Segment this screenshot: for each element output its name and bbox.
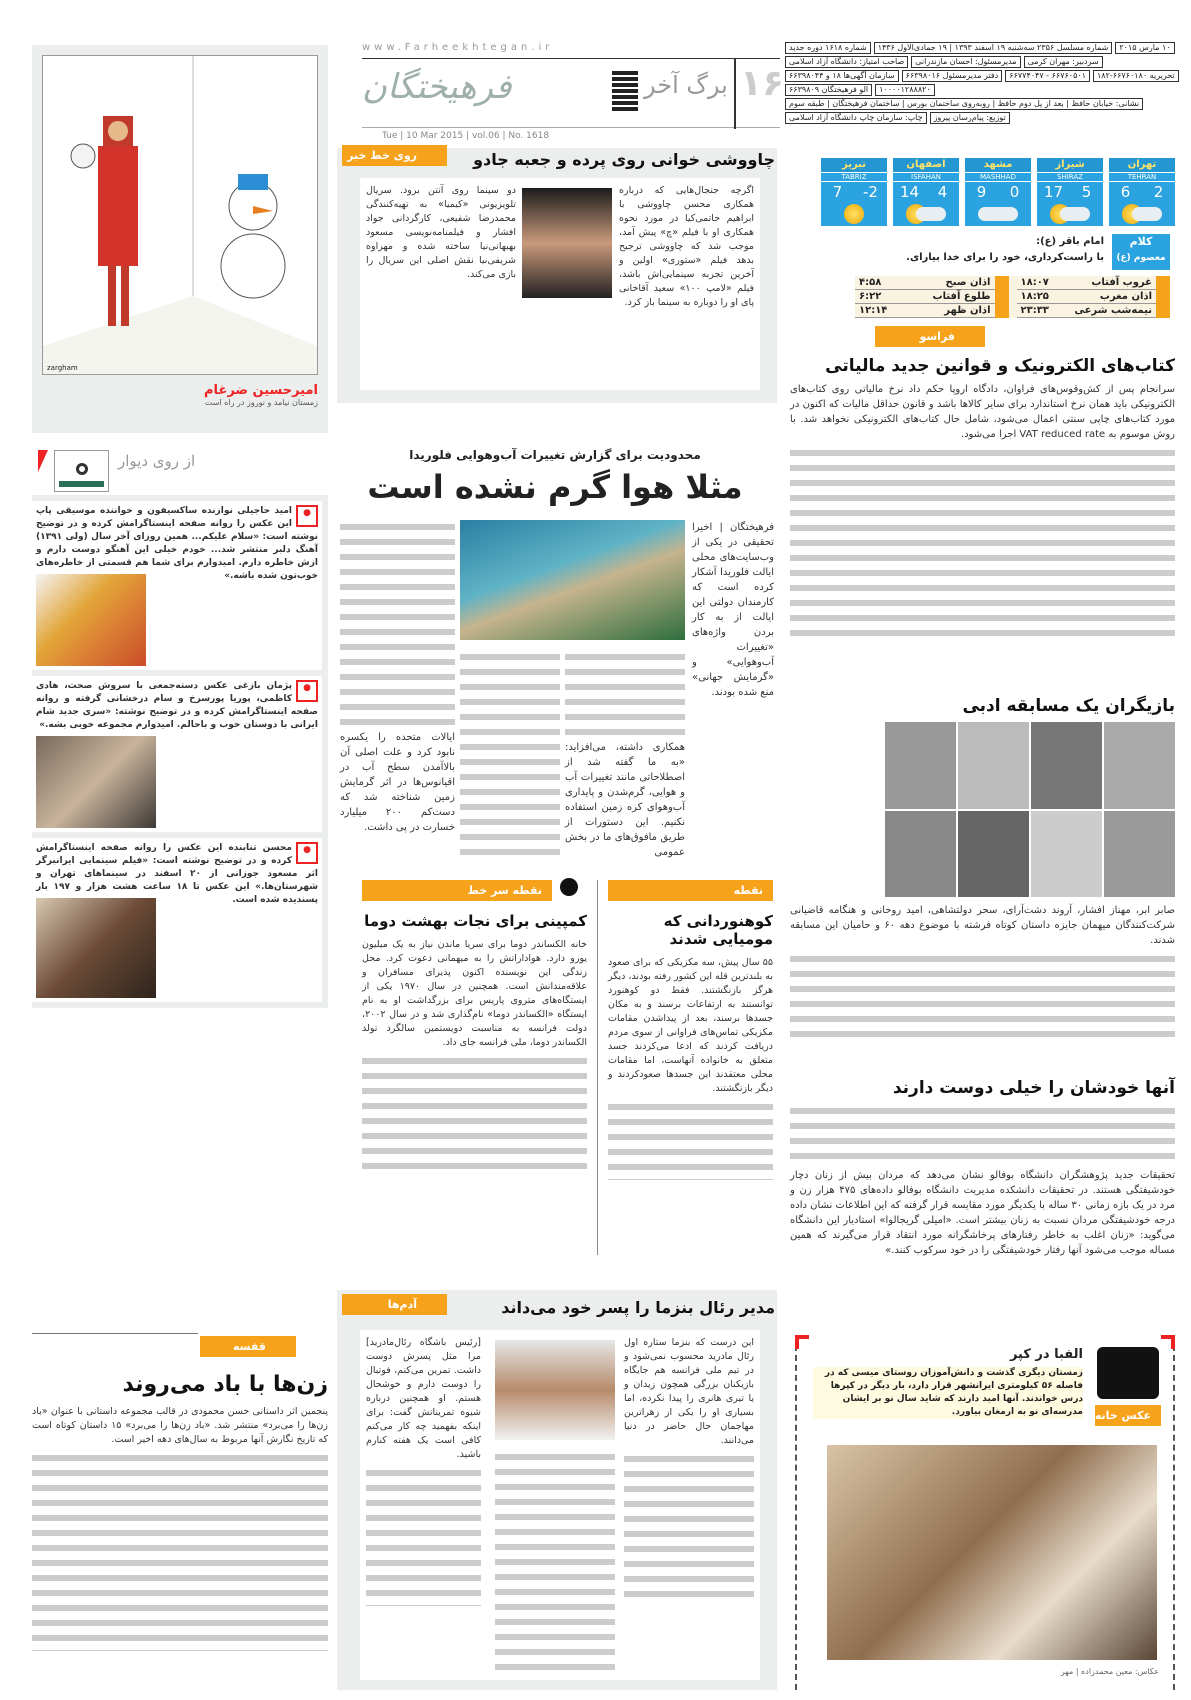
office-phone: دفتر مدیرمسئول ۶۶۳۹۸۰۱۶ — [902, 70, 1003, 82]
az-divar-section — [32, 495, 328, 1008]
user-icon: ● — [296, 680, 318, 702]
dateline: Tue | 10 Mar 2015 | vol.06 | No. 1618 — [382, 131, 550, 141]
temp-max: 9 — [976, 183, 987, 201]
temp-max: 17 — [1043, 183, 1064, 201]
benzema-headline: مدیر رئال بنزما را پسر خود می‌داند — [501, 1298, 775, 1317]
actors-body — [790, 903, 1175, 1042]
quote-label — [1112, 234, 1170, 270]
cartoon-panel — [32, 45, 328, 433]
benzema-text-2: [رئیس باشگاه رئال‌مادرید] مرا مثل پسرش دوست داشت. تمرین می‌کنم، فوتبال را دوست دارم و خوشحال هستم. او همچنین درباره شیوه تمریناتش گفت: برای اینکه بفهمید چه کار می‌کنم کافی است یک هفته کنارم باشید. — [366, 1337, 481, 1460]
selflove-text: تحقیقات جدید پژوهشگران دانشگاه بوفالو نشان می‌دهد که مردان بیش از زنان دچار خودشیفتگی هستند. در تحقیقات دانشکده مدیریت دانشگاه بوفالو داده‌های ۴۷۵ هزار زن و مرد در یک بازه زمانی ۳۰ ساله با یکدیگر مورد مقایسه قرار گرفته که این اطلاعات نشان داده درجه خودشیفتگی مردان نسبت به زنان بیشتر است. «امیلی گریجالوا» استادیار این دانشگاه می‌گوید: «زنان اغلب به خاطر رفتارهای پرخاشگرانه مورد انتقاد قرار می‌گیرند که همین مساله موجب می‌شود آنها رفتار خودشیفتگی را در خود سرکوب کنند.» — [790, 1170, 1175, 1256]
owner: صاحب امتیاز: دانشگاه آزاد اسلامی — [785, 56, 908, 68]
prayer-time: ۶:۲۲ — [859, 291, 882, 302]
prayer-row — [855, 304, 995, 318]
site-url[interactable]: www.Farheekhtegan.ir — [362, 42, 554, 53]
issue-number: شماره ۱۶۱۸ دوره جدید — [785, 42, 871, 54]
actors-photo-grid — [885, 722, 1175, 897]
manager: مدیرمسئول: احسان مازندرانی — [911, 56, 1020, 68]
user-icon: ● — [296, 505, 318, 527]
dumas-body — [362, 938, 587, 1174]
city-name: شیراز — [1037, 158, 1103, 172]
selflove-body — [790, 1104, 1175, 1258]
chavoshi-headline: چاووشی خوانی روی پرده و جعبه جادو — [473, 150, 775, 169]
city-name-en: SHIRAZ — [1037, 172, 1103, 182]
noghte-sar-khat-tag: نقطه سر خط — [362, 880, 552, 901]
alefba-caption: زمستان دیگری گذشت و دانش‌آموزان روستای میسی که در فاصله ۵۶ کیلومتری ایرانشهر قرار دارد، بار دیگر در کپرها درس خواندند. آنها امید دارند که شاید سال نو بر ایشان مدرسه‌ای نو به ارمغان بیاورد. — [813, 1367, 1083, 1419]
cartoon-signature: zargham — [47, 364, 78, 372]
selflove-story — [790, 1078, 1175, 1258]
page-number: ۱۶ — [740, 63, 784, 104]
fax-phone: ۶۶۷۶۰۵۰۱ - ۶۶۷۷۴۰۴۷ — [1005, 70, 1090, 82]
alefba-photo — [827, 1445, 1157, 1660]
ebooks-body — [790, 382, 1175, 641]
mummy-body — [608, 956, 773, 1180]
serial-date: شماره مسلسل ۲۳۵۶ سه‌شنبه ۱۹ اسفند ۱۳۹۳ | ۱۹ جمادی‌الاول ۱۴۳۶ — [874, 42, 1113, 54]
photo-credit: عکاس: معین محمدزاده | مهر — [1060, 1667, 1159, 1676]
mummy-story — [608, 912, 773, 1180]
city-name: مشهد — [965, 158, 1031, 172]
cartoon-drawing — [43, 56, 317, 374]
az-divar-header — [32, 450, 328, 492]
quote-box — [855, 234, 1170, 270]
prayer-time: ۴:۵۸ — [859, 277, 882, 288]
actor-photo — [1031, 811, 1102, 898]
cartoonist-name: امیرحسین ضرغام — [204, 383, 318, 398]
weather-tabriz — [821, 158, 887, 226]
chavoshi-photo — [522, 188, 612, 298]
chavoshi-col-right — [619, 184, 754, 310]
temp-min: -2 — [863, 183, 878, 201]
weather-mashhad — [965, 158, 1031, 226]
cartoon-caption: زمستان نیامد و نوروز در راه است — [204, 398, 318, 407]
prayer-label: طلوع آفتاب — [932, 291, 991, 302]
florida-text-3: ایالات متحده را یکسره نابود کرد و علت اصلی آن بالاآمدن سطح آب در اقیانوس‌ها در اثر گرمایش زمین شناخته شد که دست‌کم ۲۰۰ میلیارد خسارت در پی داشت. — [340, 732, 455, 833]
az-divar-title: از روی دیوار — [118, 452, 196, 470]
ebooks-headline: کتاب‌های الکترونیک و قوانین جدید مالیاتی — [825, 356, 1175, 376]
prayer-row — [1017, 304, 1157, 318]
prayer-times — [855, 276, 1170, 318]
florida-col-2b — [460, 650, 560, 860]
prayer-label: اذان ظهر — [944, 305, 991, 316]
tomorrow-tag — [995, 276, 1009, 318]
instagram-post — [32, 838, 322, 1002]
zanha-text: پنجمین اثر داستانی حسن محمودی در قالب مجموعه داستانی با عنوان «باد زن‌ها را می‌برد» منتشر شد. «باد زن‌ها را می‌برد» ۱۵ داستان کوتاه است که تاریخ نگارش آنها مربوط به سال‌های دهه اخیر است. — [32, 1406, 328, 1445]
today-tag — [1156, 276, 1170, 318]
quote-label-2: معصوم (ع) — [1116, 253, 1166, 263]
ads-phone: سازمان آگهی‌ها ۱۸ و ۶۶۳۹۸۰۴۴ — [785, 70, 899, 82]
city-name-en: ISFAHAN — [893, 172, 959, 182]
chavoshi-col-left — [366, 184, 516, 282]
temp-min: 2 — [1153, 183, 1164, 201]
benzema-photo — [495, 1340, 615, 1440]
city-name-en: MASHHAD — [965, 172, 1031, 182]
mummy-text: ۵۵ سال پیش، سه مکزیکی که برای صعود به بلندترین قله این کشور رفته بودند، دیگر هرگز بازنگشتند. فقط دو کوهنورد توانستند به ارتفاعات برسند و به مکان جسدها برسند، بعد از پیداشدن مقامات مکزیکی تماس‌های فراوانی از سوی مردم دریافت کردند که ادعا می‌کردند جسد متعلق به خانواده آنهاست، اما مقامات محلی معتقدند این جسدها صعودکردند و دیگر بازنگشتند. — [608, 957, 773, 1094]
post-text: پژمان بازغی عکس دسته‌جمعی با سروش صحت، هادی کاظمی، پوریا پورسرخ و سام درخشانی گرفته و روانه صفحه اینستاگرامش کرده و در توضیح نوشته: «سری جدید شام ایرانی با دوستان خوب و باحالم. امیدوارم مجموعه خوبی بشه.» — [36, 681, 318, 730]
prayer-time: ۱۸:۰۷ — [1020, 277, 1049, 288]
florida-text: فرهیختگان | اخیرا تحقیقی در یکی از وب‌سایت‌های محلی ایالت فلوریدا آشکار کرده است که کارمندان دولتی این ایالت از به کار بردن واژه‌های «تغییرات آب‌وهوایی» و «گرمایش جهانی» منع شده بودند. — [692, 522, 774, 698]
adamha-tag: آدم‌ها — [342, 1294, 447, 1315]
florida-photo — [460, 520, 685, 640]
temp-min: 4 — [937, 183, 948, 201]
prayer-time: ۱۸:۲۵ — [1020, 291, 1049, 302]
city-name-en: TABRIZ — [821, 172, 887, 182]
florida-headline: مثلا هوا گرم نشده است — [367, 468, 743, 506]
instagram-post — [32, 501, 322, 670]
quote-label-1: کلام — [1129, 235, 1153, 248]
quote-author: امام باقر (ع): — [1036, 236, 1104, 247]
user-icon: ● — [296, 842, 318, 864]
sms: ۱۰۰۰۰۱۲۸۸۸۲۰ — [875, 84, 935, 96]
post-photo — [36, 574, 146, 666]
florida-col-3 — [340, 520, 455, 835]
weather-strip — [785, 158, 1175, 226]
benzema-col-left — [366, 1336, 481, 1606]
post-photo — [36, 736, 156, 828]
chavoshi-text: اگرچه جنجال‌هایی که درباره همکاری محسن چاووشی با ابراهیم حاتمی‌کیا در مورد نحوه همکاری او با فیلم «چ» پیش آمد، موجب شد که چاووشی ترجیح بدهد فیلم «ستوری» اولین و آخرین تجربه سینمایی‌اش باشد، فیلم «لامپ ۱۰۰» سعید آقاخانی پای او را دوباره به سینما باز کرد. — [619, 185, 754, 308]
editorial-phone: تحریریه ۶۶۷۶۰۱۸۰-۱۸۲ — [1093, 70, 1179, 82]
temp-max: 6 — [1120, 183, 1131, 201]
zanha-story — [32, 1372, 328, 1651]
post-photo — [36, 898, 156, 998]
zanha-headline: زن‌ها با باد می‌روند — [122, 1372, 328, 1397]
actor-photo — [1104, 722, 1175, 809]
partly-cloudy-icon — [1037, 202, 1103, 226]
temp-min: 0 — [1009, 183, 1020, 201]
temp-max: 14 — [899, 183, 920, 201]
ebooks-text: سرانجام پس از کش‌وقوس‌های فراوان، دادگاه اروپا حکم داد نرخ مالیاتی روی کتاب‌های الکترونیکی باید همان نرخ استاندارد برای سایر کالاها باشد و قانون حداقل مالیات که اکنون در مورد کتاب‌های چاپی سنتی اعمال می‌شود، شامل حال کتاب‌های الکترونیکی نخواهد شد. با روش موسوم به VAT reduced rate اجرا می‌شود. — [790, 384, 1175, 440]
prayer-time: ۱۲:۱۴ — [859, 305, 888, 316]
editor: سردبیر: مهران کرمی — [1024, 56, 1103, 68]
sunny-icon — [821, 202, 887, 226]
camera-icon — [1097, 1347, 1159, 1399]
benzema-text: این درست که بنزما ستاره اول رئال مادرید محسوب نمی‌شود و در تیم ملی فرانسه هم جایگاه بازیکنان بزرگی همچون زیدان و یا تیری هانری را پیدا نکرده، اما بسیاری او را یکی از زهراترین مهاجمان حال حاضر در دنیا می‌دانند. — [624, 1337, 754, 1446]
post-text: امید حاجیلی نوازنده ساکسیفون و خواننده موسیقی پاپ این عکس را روانه صفحه اینستاگرامش کرده و در توضیح نوشته است: «سلام علیکم... همین روزای آخر سال (ولی ۱۳۹۱) آهنگ دلبر منتشر شد... خودم خیلی این آهنگو دوست دارم و ازش خاطره دارم. امیدوارم برای شما هم قسمتی از خاطره‌های خوب‌تون شده باشه.» — [36, 506, 318, 581]
quote-text: با راست‌کرداری، خود را برای خدا بیارای. — [906, 252, 1104, 263]
ruye-khat-tag: روی خط خبر — [342, 145, 447, 166]
dumas-story — [362, 912, 587, 1174]
alo-phone: الو فرهیختگان ۶۶۳۹۸۰۹ — [785, 84, 872, 96]
address: نشانی: خیابان حافظ | بعد از پل دوم حافظ | روبه‌روی ساختمان بورس | ساختمان فرهیختگان | طبقه سوم — [785, 98, 1143, 110]
chavoshi-text-2: دو سینما روی آنتن برود. سریال تلویزیونی «کیمیا» به تهیه‌کنندگی محمدرضا شفیعی، کارگردانی جواد افشار و فیلمنامه‌نویسی مسعود بهبهانی‌نیا ساخته شده و مهراوه شریفی‌نیا نقش اصلی این سریال را بازی می‌کند. — [366, 185, 516, 280]
weather-shiraz — [1037, 158, 1103, 226]
prayer-row — [855, 276, 995, 290]
section-title: برگ آخر — [644, 71, 728, 99]
actor-photo — [958, 811, 1029, 898]
temp-min: 5 — [1081, 183, 1092, 201]
florida-text-2: همکاری داشته، می‌افزاید: «به ما گفته شد از اصطلاحاتی مانند تغییرات آب و هوایی، گرم‌شدن و پایداری آب‌وهوای کره زمین استفاده نکنیم. این دستورات از طریق مافوق‌های ما در بخش عمومی — [565, 742, 685, 858]
noghte-tag: نقطه — [608, 880, 773, 901]
ghafase-tag: قفسه — [200, 1336, 296, 1357]
prayer-row — [1017, 290, 1157, 304]
masthead — [362, 58, 784, 128]
actor-photo — [1031, 722, 1102, 809]
city-name: تبریز — [821, 158, 887, 172]
alefba-title: الفبا در کپر — [1009, 1347, 1083, 1362]
prayer-label: اذان صبح — [945, 277, 991, 288]
actor-photo — [1104, 811, 1175, 898]
prayer-time: ۲۳:۳۳ — [1020, 305, 1049, 316]
actor-photo — [885, 722, 956, 809]
prayer-row — [1017, 276, 1157, 290]
florida-col-2 — [565, 650, 685, 860]
instagram-post — [32, 676, 322, 832]
globe-icon — [560, 878, 578, 896]
actors-text: صابر ابر، مهناز افشار، آروند دشت‌آرای، سحر دولتشاهی، امید روحانی و هنگامه قاضیانی شرکت‌کنندگان میهمان جایزه داستان کوتاه فرشته با موضوع دهه ۶۰ و حامیان این مسابقه شدند. — [790, 905, 1175, 946]
weather-isfahan — [893, 158, 959, 226]
photo-box — [795, 1335, 1175, 1690]
rain-cloud-icon — [965, 202, 1031, 226]
gregorian-date: ۱۰ مارس ۲۰۱۵ — [1115, 42, 1174, 54]
benzema-body — [360, 1330, 760, 1680]
florida-kicker: محدودیت برای گزارش تغییرات آب‌وهوایی فلوریدا — [409, 448, 701, 462]
actor-photo — [885, 811, 956, 898]
ghafase-line — [32, 1333, 198, 1334]
mummy-headline: کوهنوردانی که مومیایی شدند — [663, 912, 773, 948]
faraso-tag: فراسو — [875, 326, 985, 347]
distributor: توزیع: پیام‌رسان پیروز — [930, 112, 1010, 124]
camera-icon — [54, 450, 109, 492]
temp-max: 7 — [832, 183, 843, 201]
prayer-row — [855, 290, 995, 304]
post-text: محسن تنابنده این عکس را روانه صفحه اینستاگرامش کرده و در توضیح نوشته است: «فیلم سینمایی ایرانبرگر اثر مسعود جوزانی از ۲۰ اسفند در سینماهای تهران و شهرستان‌ها.» این عکس تا ۱۸ ساعت هشت هزار و ۱۹۷ بار پسندیده شده است. — [36, 843, 319, 905]
prayer-label: غروب آفتاب — [1091, 277, 1152, 288]
dumas-text: خانه الکساندر دوما برای سریا ماندن نیاز به یک میلیون یورو دارد. هواداراتش را به میهمانی دعوت کرد. محل زندگی این نویسنده اکنون پذیرای مسافران و علاقه‌مندانش است. همچنین در سال ۱۹۷۰ یکی از ایستگاه‌های متروی پاریس برای بزرگداشت او به نام ایستگاه «الکساندر دوما» نام‌گذاری شد و در سال ۲۰۰۲، دولت فرانسه به مناسبت دویستمین سالگرد تولد الکساندر دوما، ملی فرانسه جای داد. — [362, 939, 587, 1048]
notepad-icon — [612, 71, 638, 111]
city-name: تهران — [1109, 158, 1175, 172]
akkas-khane-tag: عکس خانه — [1095, 1405, 1161, 1426]
prayer-label: نیمه‌شب شرعی — [1074, 305, 1152, 316]
benzema-col-right — [624, 1336, 754, 1602]
printer: چاپ: سازمان چاپ دانشگاه آزاد اسلامی — [785, 112, 927, 124]
city-name-en: TEHRAN — [1109, 172, 1175, 182]
city-name: اصفهان — [893, 158, 959, 172]
actor-photo — [958, 722, 1029, 809]
ebooks-story — [790, 356, 1175, 641]
selflove-headline: آنها خودشان را خیلی دوست دارند — [892, 1078, 1175, 1098]
chavoshi-body — [360, 178, 760, 390]
weather-tehran — [1109, 158, 1175, 226]
info-box — [785, 42, 1185, 124]
actors-headline: بازیگران یک مسابقه ادبی — [962, 696, 1175, 716]
zanha-body — [32, 1405, 328, 1651]
dumas-headline: کمپینی برای نجات بهشت دوما — [364, 912, 587, 930]
prayer-label: اذان مغرب — [1099, 291, 1152, 302]
partly-cloudy-icon — [1109, 202, 1175, 226]
partly-cloudy-icon — [893, 202, 959, 226]
florida-col-1 — [692, 520, 774, 700]
newspaper-logo: فرهیختگان — [362, 67, 512, 107]
actors-story — [790, 696, 1175, 1042]
cartoon-image — [42, 55, 318, 375]
